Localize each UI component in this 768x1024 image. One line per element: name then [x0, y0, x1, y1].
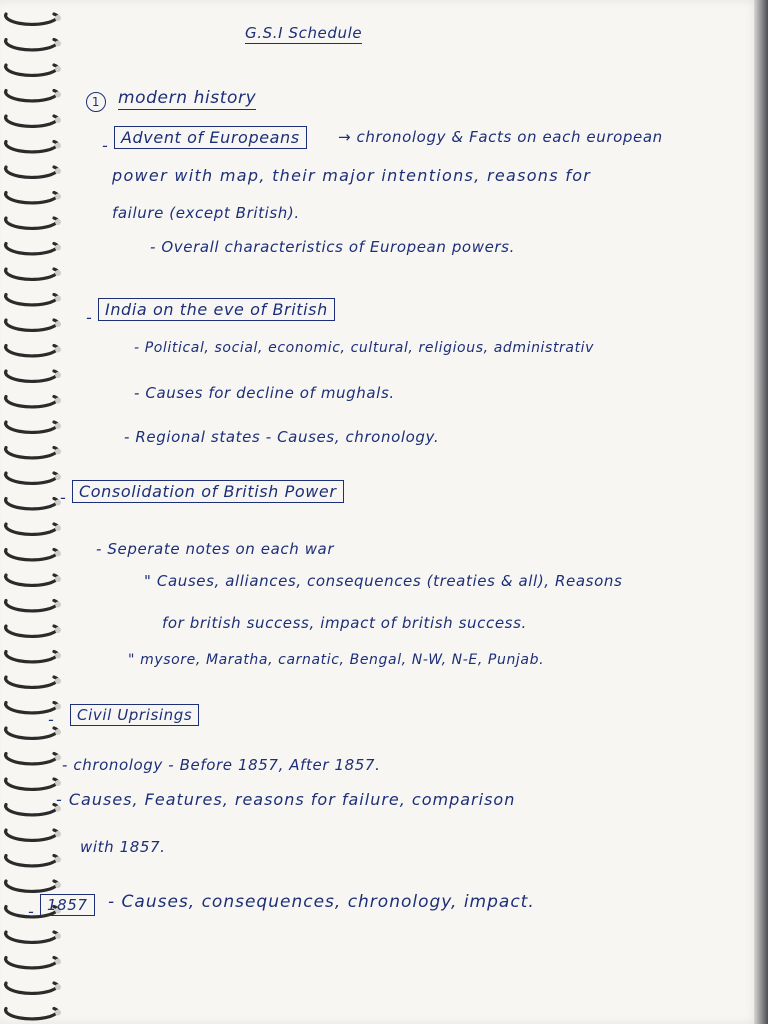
spiral-ring: [6, 805, 58, 815]
topic-line: with 1857.: [80, 838, 166, 856]
spiral-ring: [6, 116, 58, 126]
spiral-ring: [6, 65, 58, 75]
topic-heading-civil-uprisings: Civil Uprisings: [70, 704, 199, 726]
topic-line: power with map, their major intentions, reasons for: [112, 166, 592, 185]
spiral-hole: [55, 984, 61, 990]
spiral-hole: [55, 882, 61, 888]
topic-line: " mysore, Maratha, carnatic, Bengal, N-W, N-E, Punjab.: [128, 652, 545, 668]
spiral-ring: [6, 397, 58, 407]
topic-heading-1857: 1857: [40, 894, 95, 916]
spiral-hole: [55, 653, 61, 659]
topic-line: - Political, social, economic, cultural, religious, administrativ: [134, 340, 595, 356]
spiral-hole: [55, 780, 61, 786]
spiral-ring: [6, 244, 58, 254]
topic-line: failure (except British).: [112, 204, 300, 222]
spiral-hole: [55, 372, 61, 378]
spiral-hole: [55, 704, 61, 710]
spiral-hole: [55, 1010, 61, 1016]
topic-line: - Causes for decline of mughals.: [134, 384, 395, 402]
spiral-ring: [6, 677, 58, 687]
spiral-ring: [6, 499, 58, 509]
topic-line: " Causes, alliances, consequences (treaties & all), Reasons: [144, 572, 623, 590]
spiral-hole: [55, 857, 61, 863]
spiral-ring: [6, 856, 58, 866]
topic-line: → chronology & Facts on each european: [338, 128, 663, 146]
bullet-dash: -: [102, 136, 109, 155]
spiral-binding: [0, 0, 70, 1024]
bullet-dash: -: [86, 308, 93, 327]
spiral-hole: [55, 92, 61, 98]
spiral-ring: [6, 473, 58, 483]
spiral-ring: [6, 91, 58, 101]
spiral-ring: [6, 958, 58, 968]
spiral-ring: [6, 142, 58, 152]
page-title: G.S.I Schedule: [245, 24, 363, 42]
spiral-hole: [55, 15, 61, 21]
spiral-hole: [55, 270, 61, 276]
spiral-ring: [6, 881, 58, 891]
spiral-ring: [6, 193, 58, 203]
spiral-hole: [55, 321, 61, 327]
spiral-ring: [6, 524, 58, 534]
spiral-ring: [6, 422, 58, 432]
spiral-hole: [55, 933, 61, 939]
spiral-hole: [55, 245, 61, 251]
section-heading: modern history: [118, 88, 257, 108]
spiral-hole: [55, 398, 61, 404]
topic-heading-india-eve: India on the eve of British: [98, 298, 335, 321]
spiral-ring: [6, 652, 58, 662]
topic-line: - Overall characteristics of European powers.: [150, 238, 515, 256]
spiral-hole: [55, 117, 61, 123]
spiral-ring: [6, 14, 58, 24]
spiral-ring: [6, 754, 58, 764]
spiral-hole: [55, 729, 61, 735]
spiral-ring: [6, 932, 58, 942]
spiral-ring: [6, 601, 58, 611]
spiral-hole: [55, 194, 61, 200]
spiral-ring: [6, 448, 58, 458]
spiral-ring: [6, 40, 58, 50]
spiral-hole: [55, 66, 61, 72]
spiral-hole: [55, 41, 61, 47]
topic-line: for british success, impact of british success.: [162, 614, 527, 632]
bullet-dash: -: [28, 902, 35, 921]
topic-line: - Regional states - Causes, chronology.: [124, 428, 440, 446]
spiral-ring: [6, 779, 58, 789]
spiral-ring: [6, 1009, 58, 1019]
spiral-ring: [6, 728, 58, 738]
spiral-hole: [55, 423, 61, 429]
spiral-hole: [55, 755, 61, 761]
spiral-ring: [6, 269, 58, 279]
spiral-hole: [55, 347, 61, 353]
spiral-ring: [6, 371, 58, 381]
spiral-hole: [55, 219, 61, 225]
spiral-ring: [6, 346, 58, 356]
spiral-hole: [55, 627, 61, 633]
spiral-hole: [55, 143, 61, 149]
topic-line: - Causes, consequences, chronology, impact.: [108, 892, 535, 912]
spiral-hole: [55, 831, 61, 837]
section-number: 1: [86, 92, 106, 112]
spiral-hole: [55, 602, 61, 608]
spiral-ring: [6, 320, 58, 330]
spiral-hole: [55, 525, 61, 531]
spiral-hole: [55, 449, 61, 455]
spiral-ring: [6, 295, 58, 305]
bullet-dash: -: [60, 488, 67, 507]
spiral-ring: [6, 550, 58, 560]
spiral-hole: [55, 168, 61, 174]
spiral-hole: [55, 551, 61, 557]
spiral-ring: [6, 626, 58, 636]
spiral-hole: [55, 576, 61, 582]
spiral-ring: [6, 575, 58, 585]
spiral-hole: [55, 678, 61, 684]
spiral-hole: [55, 959, 61, 965]
spiral-hole: [55, 296, 61, 302]
spiral-ring: [6, 167, 58, 177]
spiral-ring: [6, 983, 58, 993]
topic-line: - Seperate notes on each war: [96, 540, 335, 558]
topic-heading-advent: Advent of Europeans: [114, 126, 307, 149]
topic-line: - Causes, Features, reasons for failure, comparison: [56, 790, 516, 809]
spiral-ring: [6, 218, 58, 228]
bullet-dash: -: [48, 710, 55, 729]
spiral-hole: [55, 474, 61, 480]
spiral-ring: [6, 830, 58, 840]
desk-background: [754, 0, 768, 1024]
topic-heading-consolidation: Consolidation of British Power: [72, 480, 344, 503]
topic-line: - chronology - Before 1857, After 1857.: [62, 756, 381, 774]
